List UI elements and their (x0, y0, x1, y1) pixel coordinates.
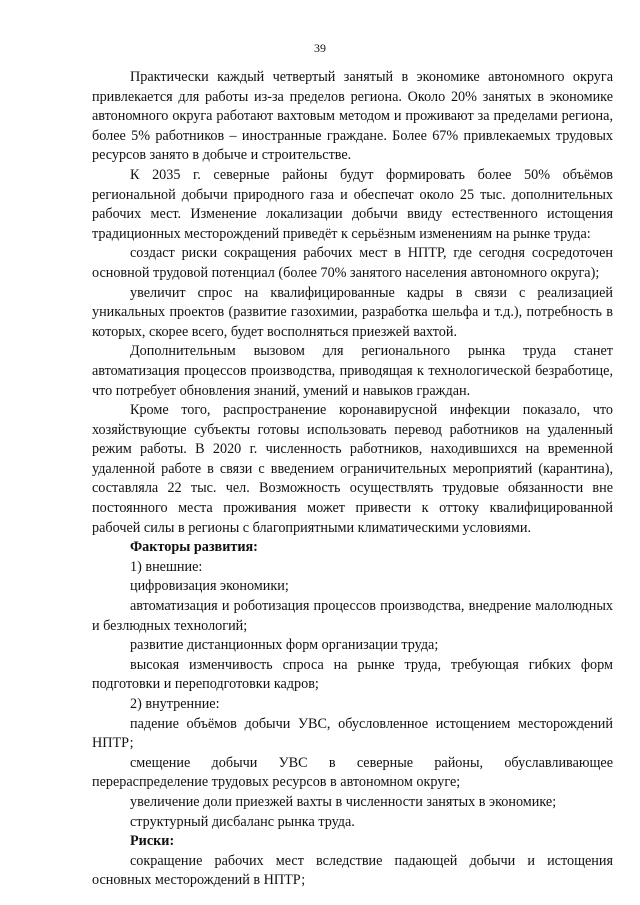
page-number: 39 (314, 41, 326, 55)
paragraph-north-regions: К 2035 г. северные районы будут формировать более 50% объёмов региональной добычи природного газа и обеспечат около 25 тыс. дополнительных рабочих мест. Изменение локализации добычи ввиду естественного истощения традиционных месторождений приведёт к серьёзным изменениям на рынке труда: (92, 166, 613, 242)
paragraph-job-cuts-risk: создаст риски сокращения рабочих мест в НПТР, где сегодня сосредоточен основной трудовой потенциал (более 70% занятого населения автономного округа); (92, 245, 613, 281)
list-item: смещение добычи УВС в северные районы, обуславливающее перераспределение трудовых ресурсов в автономном округе; (92, 754, 613, 791)
paragraph-remote-work: Кроме того, распространение коронавирусной инфекции показало, что хозяйствующие субъекты готовы использовать перевод работников на удаленный режим работы. В 2020 г. численность работников, находившихся на временной удаленной работе в связи с введением ограничительных мероприятий (карантина), составляла 22 тыс. чел. Возможность осуществлять трудовые обязанности вне постоянного места проживания может привести к оттоку квалифицированной рабочей силы в регионы с благоприятными климатическими условиями. (92, 402, 613, 536)
list-item: структурный дисбаланс рынка труда. (130, 813, 355, 830)
list-item: падение объёмов добычи УВС, обусловленное истощением месторождений НПТР; (92, 715, 613, 752)
risks-heading: Риски: (130, 833, 175, 850)
internal-factors-label: 2) внутренние: (130, 696, 220, 712)
factors-heading: Факторы развития: (130, 539, 258, 556)
list-item: развитие дистанционных форм организации труда; (130, 637, 439, 654)
list-item: увеличение доли приезжей вахты в численности занятых в экономике; (130, 793, 557, 810)
list-item: цифровизация экономики; (130, 578, 289, 595)
paragraph-workforce: Практически каждый четвертый занятый в экономике автономного округа привлекается для работы из-за пределов региона. Около 20% занятых в экономике автономного округа работают вахтовым методом и проживают за пределами региона, более 5% работников – иностранные граждане. Более 67% привлекаемых трудовых ресурсов занято в добыче и строительстве. (92, 69, 613, 164)
document-body (92, 68, 613, 891)
paragraph-demand-qualified: увеличит спрос на квалифицированные кадры в связи с реализацией уникальных проектов (развитие газохимии, разработка шельфа и т.д.), потребность в которых, скорее всего, будет восполняться приезжей вахтой. (92, 284, 613, 340)
list-item: сокращение рабочих мест вследствие падающей добычи и истощения основных месторождений в НПТР; (92, 852, 613, 889)
external-factors-label: 1) внешние: (130, 558, 203, 575)
paragraph-automation: Дополнительным вызовом для регионального рынка труда станет автоматизация процессов производства, приводящая к технологической безработице, что потребует обновления знаний, умений и навыков граждан. (92, 343, 613, 399)
list-item: автоматизация и роботизация процессов производства, внедрение малолюдных и безлюдных технологий; (92, 598, 613, 634)
list-item: высокая изменчивость спроса на рынке труда, требующая гибких форм подготовки и переподготовки кадров; (92, 656, 613, 693)
